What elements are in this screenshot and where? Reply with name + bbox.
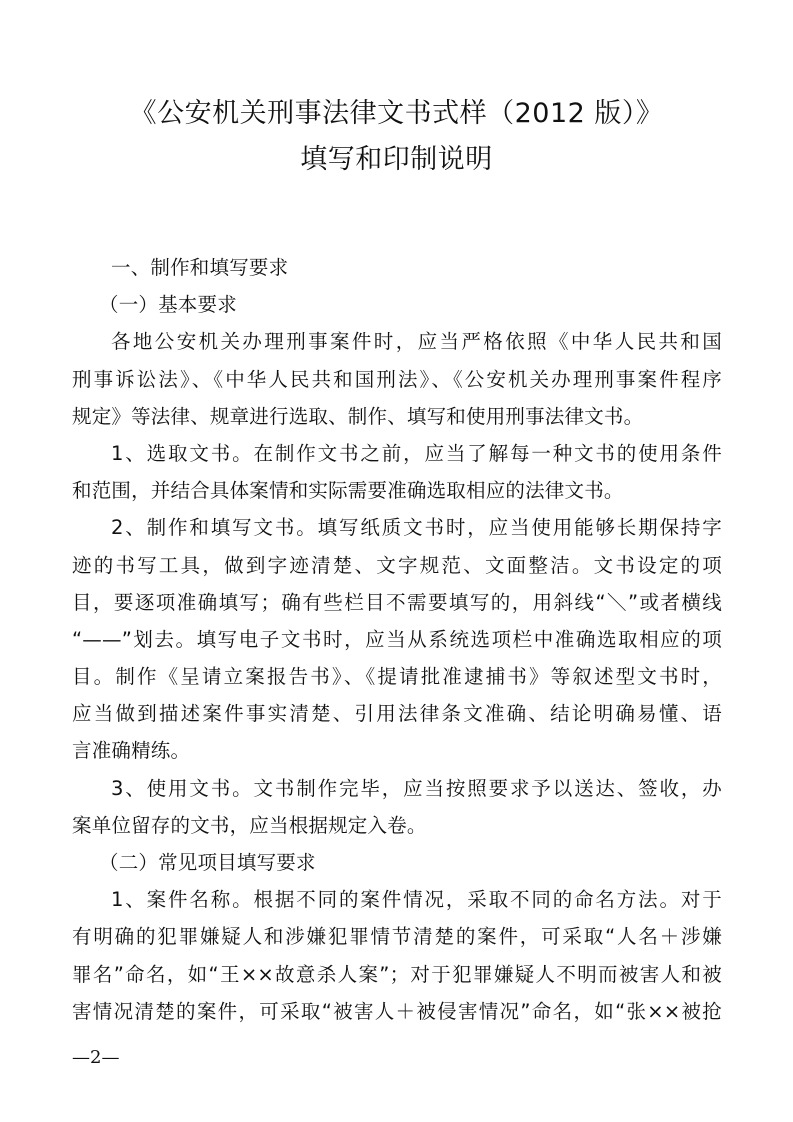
section-heading: 一、制作和填写要求 [111,256,289,279]
paragraph-line: 言准确精练。 [72,739,191,762]
page-number: —2— [72,1047,120,1068]
paragraph-line: 目，要逐项准确填写；确有些栏目不需要填写的，用斜线“＼”或者横线 [72,591,722,614]
paragraph-line: 1、选取文书。在制作文书之前，应当了解每一种文书的使用条件 [111,442,722,465]
document-title-line-2: 填写和印制说明 [300,144,493,175]
paragraph-line: 案单位留存的文书，应当根据规定入卷。 [72,814,427,837]
paragraph-line: 迹的书写工具，做到字迹清楚、文字规范、文面整洁。文书设定的项 [72,554,722,577]
paragraph-line: 规定》等法律、规章进行选取、制作、填写和使用刑事法律文书。 [72,405,644,428]
paragraph-line: 和范围，并结合具体案情和实际需要准确选取相应的法律文书。 [72,479,624,502]
paragraph-line: 刑事诉讼法》、《中华人民共和国刑法》、《公安机关办理刑事案件程序 [72,368,722,391]
paragraph-line: “——”划去。填写电子文书时，应当从系统选项栏中准确选取相应的项 [72,628,722,651]
paragraph-line: 2、制作和填写文书。填写纸质文书时，应当使用能够长期保持字 [111,516,722,539]
document-title-line-1: 《公安机关刑事法律文书式样（2012 版）》 [129,98,664,129]
paragraph-line: 3、使用文书。文书制作完毕，应当按照要求予以送达、签收，办 [111,777,722,800]
paragraph-line: 1、案件名称。根据不同的案件情况，采取不同的命名方法。对于 [111,888,722,911]
paragraph-line: 应当做到描述案件事实清楚、引用法律条文准确、结论明确易懂、语 [72,702,722,725]
paragraph-line: 害情况清楚的案件，可采取“被害人＋被侵害情况”命名，如“张××被抢 [72,1000,722,1023]
paragraph-line: 各地公安机关办理刑事案件时，应当严格依照《中华人民共和国 [111,330,722,353]
paragraph-line: 有明确的犯罪嫌疑人和涉嫌犯罪情节清楚的案件，可采取“人名＋涉嫌 [72,925,722,948]
subsection-heading: （一）基本要求 [99,293,237,316]
subsection-heading: （二）常见项目填写要求 [99,851,316,874]
paragraph-line: 罪名”命名，如“王××故意杀人案”；对于犯罪嫌疑人不明而被害人和被 [72,963,722,986]
paragraph-line: 目。制作《呈请立案报告书》、《提请批准逮捕书》等叙述型文书时， [72,665,722,688]
